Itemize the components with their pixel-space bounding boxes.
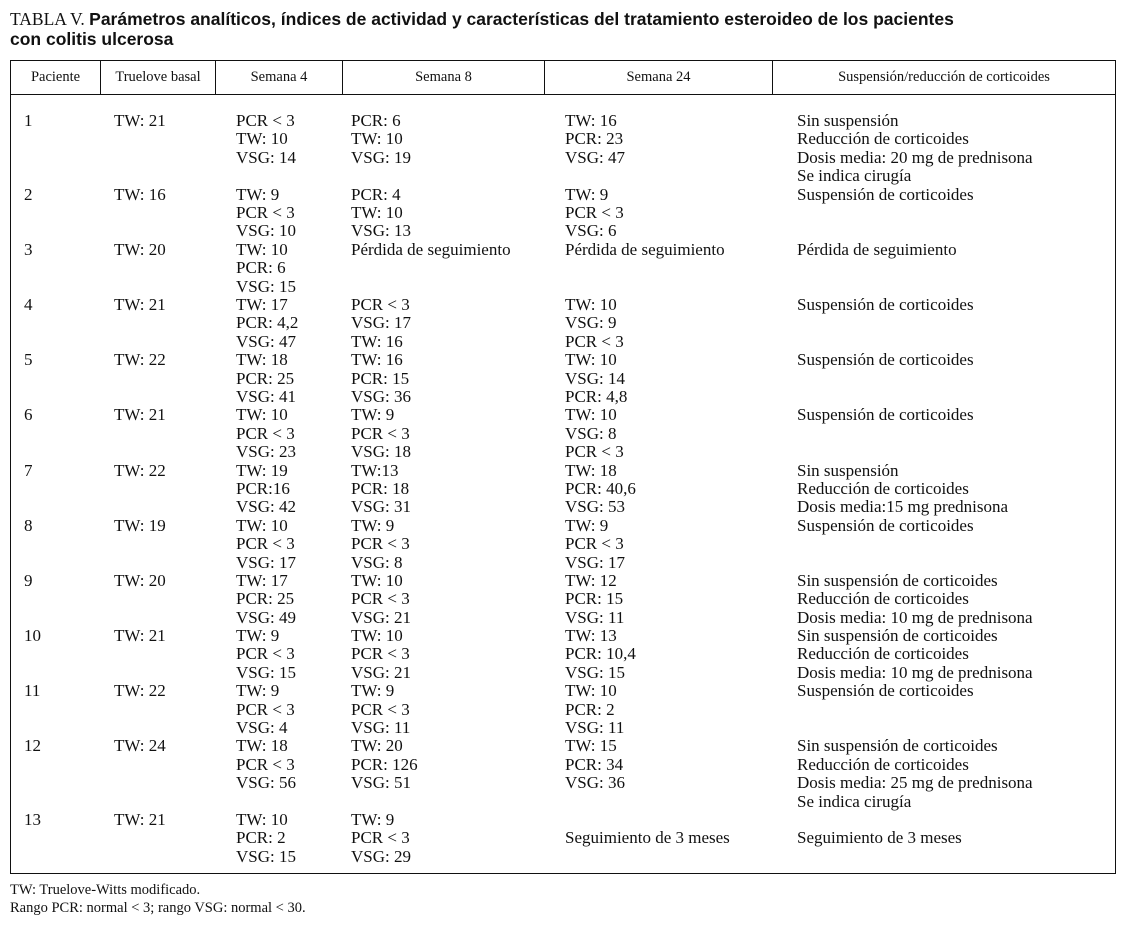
- cell-line: TW: 10: [351, 129, 403, 149]
- cell-line: PCR < 3: [351, 423, 410, 443]
- cell-paciente: [24, 517, 33, 535]
- cell-line: 8: [24, 515, 33, 535]
- table-row: [11, 737, 1115, 811]
- table-caption: [10, 9, 1110, 49]
- cell-line: TW: 10: [351, 626, 403, 646]
- cell-line: VSG: 6: [565, 221, 617, 241]
- cell-paciente: [24, 462, 33, 480]
- table-row: [11, 406, 1115, 461]
- header-suspension: Suspensión/reducción de corticoides: [773, 61, 1115, 95]
- cell-line: TW: 10: [565, 350, 617, 370]
- cell-line: PCR: 4: [351, 184, 401, 204]
- cell-semana-24: [565, 572, 624, 627]
- cell-semana-8: [351, 186, 411, 241]
- cell-line: TW: 22: [114, 350, 166, 370]
- cell-paciente: [24, 351, 33, 369]
- table-row: [11, 682, 1115, 737]
- cell-semana-24: [565, 462, 636, 517]
- cell-semana-4: [236, 296, 298, 351]
- table-row: [11, 296, 1115, 351]
- cell-line: TW: 10: [565, 405, 617, 425]
- table-row: [11, 811, 1115, 866]
- cell-line: VSG: 36: [351, 386, 411, 406]
- cell-line: VSG: 53: [565, 497, 625, 517]
- cell-line: TW: 20: [114, 239, 166, 259]
- cell-line: Se indica cirugía: [797, 166, 912, 186]
- cell-paciente: [24, 241, 33, 259]
- cell-semana-8: [351, 241, 511, 259]
- cell-line: VSG: 23: [236, 442, 296, 462]
- cell-line: TW: 12: [565, 570, 617, 590]
- header-semana-8: Semana 8: [343, 61, 545, 95]
- cell-semana-8: [351, 351, 411, 406]
- cell-line: VSG: 8: [351, 552, 403, 572]
- cell-paciente: [24, 186, 33, 204]
- cell-line: TW: 19: [114, 515, 166, 535]
- cell-semana-4: [236, 811, 296, 866]
- cell-line: 7: [24, 460, 33, 480]
- cell-line: PCR: 18: [351, 478, 410, 498]
- cell-line: VSG: 11: [565, 718, 625, 738]
- cell-line: VSG: 4: [236, 718, 288, 738]
- cell-line: 9: [24, 570, 33, 590]
- cell-paciente: [24, 627, 41, 645]
- cell-line: TW: 9: [565, 515, 609, 535]
- cell-line: PCR: 4,2: [236, 313, 299, 333]
- cell-line: PCR < 3: [236, 202, 295, 222]
- cell-semana-4: [236, 737, 296, 792]
- cell-line: TW: 18: [236, 350, 288, 370]
- cell-semana-24: [565, 241, 725, 259]
- cell-line: TW: 21: [114, 111, 166, 130]
- cell-semana-8: [351, 737, 418, 792]
- cell-line: Seguimiento de 3 meses: [565, 828, 730, 848]
- cell-line: VSG: 14: [565, 368, 625, 388]
- cell-truelove-basal: [114, 351, 166, 369]
- cell-semana-8: [351, 682, 410, 737]
- cell-line: VSG: 17: [236, 552, 296, 572]
- cell-line: Suspensión de corticoides: [797, 350, 974, 370]
- cell-line: PCR < 3: [236, 111, 295, 130]
- cell-semana-4: [236, 112, 296, 167]
- cell-line: PCR: 15: [565, 589, 624, 609]
- cell-line: PCR: 6: [236, 258, 286, 278]
- cell-line: Pérdida de seguimiento: [565, 239, 725, 259]
- cell-line: VSG: 41: [236, 386, 296, 406]
- cell-line: TW: 20: [114, 570, 166, 590]
- cell-line: Seguimiento de 3 meses: [797, 828, 962, 848]
- cell-line: TW: 21: [114, 294, 166, 314]
- cell-line: PCR: 2: [236, 828, 286, 848]
- cell-suspension: [797, 627, 1033, 682]
- cell-semana-4: [236, 462, 296, 517]
- cell-line: Reducción de corticoides: [797, 589, 969, 609]
- table-row: [11, 112, 1115, 186]
- cell-semana-24: [565, 627, 636, 682]
- cell-line: 3: [24, 239, 33, 259]
- cell-semana-4: [236, 186, 296, 241]
- cell-semana-24: [565, 186, 624, 241]
- cell-truelove-basal: [114, 572, 166, 590]
- cell-line: Sin suspensión de corticoides: [797, 570, 998, 590]
- cell-paciente: [24, 737, 41, 755]
- cell-semana-8: [351, 572, 411, 627]
- cell-line: Dosis media: 25 mg de prednisona: [797, 773, 1033, 793]
- cell-semana-24: [565, 351, 627, 406]
- cell-line: PCR: 6: [351, 111, 401, 130]
- caption-label: TABLA V.: [10, 9, 85, 29]
- cell-line: TW: 9: [236, 681, 280, 701]
- cell-line: 2: [24, 184, 33, 204]
- cell-line: VSG: 29: [351, 846, 411, 866]
- cell-line: PCR: 10,4: [565, 644, 636, 664]
- cell-line: Suspensión de corticoides: [797, 184, 974, 204]
- cell-line: VSG: 21: [351, 607, 411, 627]
- cell-semana-8: [351, 627, 411, 682]
- cell-truelove-basal: [114, 811, 166, 829]
- cell-line: PCR: 25: [236, 589, 295, 609]
- cell-line: TW: 22: [114, 460, 166, 480]
- cell-line: TW: 20: [351, 736, 403, 756]
- table-row: [11, 517, 1115, 572]
- cell-suspension: [797, 351, 974, 369]
- cell-line: TW: 13: [565, 626, 617, 646]
- cell-paciente: [24, 682, 40, 700]
- cell-suspension: [797, 462, 1008, 517]
- cell-line: PCR < 3: [565, 534, 624, 554]
- cell-line: Sin suspensión: [797, 460, 899, 480]
- cell-line: PCR < 3: [565, 202, 624, 222]
- cell-line: VSG: 11: [351, 718, 411, 738]
- cell-truelove-basal: [114, 296, 166, 314]
- cell-semana-8: [351, 112, 411, 167]
- cell-line: PCR < 3: [351, 699, 410, 719]
- cell-line: TW: 10: [565, 681, 617, 701]
- cell-line: TW: 9: [351, 515, 395, 535]
- cell-semana-4: [236, 572, 296, 627]
- cell-line: PCR < 3: [236, 534, 295, 554]
- cell-truelove-basal: [114, 186, 166, 204]
- cell-line: TW: 9: [565, 184, 609, 204]
- cell-semana-4: [236, 627, 296, 682]
- cell-line: TW: 10: [565, 294, 617, 314]
- cell-line: VSG: 49: [236, 607, 296, 627]
- cell-line: Sin suspensión de corticoides: [797, 626, 998, 646]
- cell-line: VSG: 9: [565, 313, 617, 333]
- cell-semana-24: [565, 737, 625, 792]
- cell-line: TW: 16: [565, 111, 617, 130]
- cell-line: 11: [24, 681, 41, 701]
- cell-line: 1: [24, 111, 33, 130]
- cell-line: VSG: 15: [236, 276, 296, 296]
- cell-semana-4: [236, 241, 296, 296]
- cell-line: VSG: 47: [565, 147, 625, 167]
- cell-semana-24: [565, 811, 730, 848]
- table-row: [11, 572, 1115, 627]
- cell-line: TW: 16: [114, 184, 166, 204]
- cell-line: TW: 16: [351, 331, 403, 351]
- cell-line: TW:13: [351, 460, 399, 480]
- cell-line: VSG: 13: [351, 221, 411, 241]
- cell-suspension: [797, 517, 974, 535]
- cell-line: VSG: 17: [565, 552, 625, 572]
- cell-line: Reducción de corticoides: [797, 754, 969, 774]
- cell-semana-24: [565, 406, 624, 461]
- cell-paciente: [24, 296, 33, 314]
- cell-line: 12: [24, 736, 41, 756]
- cell-line: PCR: 34: [565, 754, 624, 774]
- cell-line: [797, 811, 962, 829]
- cell-line: Pérdida de seguimiento: [797, 239, 957, 259]
- cell-line: Suspensión de corticoides: [797, 405, 974, 425]
- cell-line: PCR: 2: [565, 699, 615, 719]
- cell-line: Suspensión de corticoides: [797, 681, 974, 701]
- cell-line: 10: [24, 626, 41, 646]
- cell-line: Reducción de corticoides: [797, 644, 969, 664]
- cell-line: VSG: 47: [236, 331, 296, 351]
- cell-line: Sin suspensión de corticoides: [797, 736, 998, 756]
- cell-line: PCR < 3: [565, 442, 624, 462]
- cell-line: Sin suspensión: [797, 111, 899, 130]
- cell-line: PCR < 3: [351, 589, 410, 609]
- cell-line: TW: 10: [236, 810, 288, 830]
- table-row: [11, 462, 1115, 517]
- cell-line: TW: 10: [236, 239, 288, 259]
- cell-line: PCR: 4,8: [565, 386, 628, 406]
- cell-line: TW: 21: [114, 626, 166, 646]
- header-paciente: Paciente: [11, 61, 101, 95]
- cell-line: Suspensión de corticoides: [797, 515, 974, 535]
- cell-line: VSG: 21: [351, 662, 411, 682]
- cell-line: TW: 18: [236, 736, 288, 756]
- cell-line: PCR: 15: [351, 368, 410, 388]
- cell-line: PCR < 3: [351, 828, 410, 848]
- cell-line: VSG: 36: [565, 773, 625, 793]
- cell-line: VSG: 56: [236, 773, 296, 793]
- cell-line: TW: 9: [236, 184, 280, 204]
- footnote-ranges: Rango PCR: normal < 3; rango VSG: normal < 30.: [10, 900, 306, 916]
- cell-line: 5: [24, 350, 33, 370]
- cell-line: TW: 15: [565, 736, 617, 756]
- cell-line: VSG: 19: [351, 147, 411, 167]
- cell-line: PCR < 3: [351, 534, 410, 554]
- cell-line: TW: 10: [236, 515, 288, 535]
- cell-line: TW: 19: [236, 460, 288, 480]
- cell-line: VSG: 11: [565, 607, 625, 627]
- cell-semana-8: [351, 406, 411, 461]
- cell-line: TW: 9: [236, 626, 280, 646]
- cell-line: PCR < 3: [236, 754, 295, 774]
- cell-line: TW: 9: [351, 405, 395, 425]
- header-semana-4: Semana 4: [216, 61, 343, 95]
- cell-line: Se indica cirugía: [797, 791, 912, 811]
- cell-line: Dosis media: 10 mg de prednisona: [797, 662, 1033, 682]
- cell-line: PCR < 3: [236, 644, 295, 664]
- cell-truelove-basal: [114, 627, 166, 645]
- cell-line: TW: 21: [114, 405, 166, 425]
- cell-suspension: [797, 572, 1033, 627]
- cell-line: TW: 17: [236, 570, 288, 590]
- cell-line: PCR: 25: [236, 368, 295, 388]
- cell-truelove-basal: [114, 406, 166, 424]
- cell-line: VSG: 18: [351, 442, 411, 462]
- cell-line: TW: 16: [351, 350, 403, 370]
- cell-line: TW: 10: [236, 129, 288, 149]
- table-row: [11, 241, 1115, 296]
- cell-line: 13: [24, 810, 41, 830]
- cell-line: Suspensión de corticoides: [797, 294, 974, 314]
- cell-truelove-basal: [114, 241, 166, 259]
- cell-line: PCR < 3: [236, 423, 295, 443]
- cell-line: VSG: 17: [351, 313, 411, 333]
- cell-suspension: [797, 112, 1033, 186]
- cell-line: PCR < 3: [351, 644, 410, 664]
- cell-line: PCR: 126: [351, 754, 418, 774]
- cell-line: TW: 18: [565, 460, 617, 480]
- cell-truelove-basal: [114, 462, 166, 480]
- header-truelove-basal: Truelove basal: [101, 61, 216, 95]
- cell-line: VSG: 15: [236, 662, 296, 682]
- cell-line: PCR: 23: [565, 129, 624, 149]
- cell-line: TW: 9: [351, 810, 395, 830]
- cell-suspension: [797, 241, 957, 259]
- cell-line: TW: 17: [236, 294, 288, 314]
- cell-line: TW: 21: [114, 810, 166, 830]
- cell-suspension: [797, 186, 974, 204]
- cell-semana-24: [565, 517, 625, 572]
- cell-paciente: [24, 572, 33, 590]
- cell-line: PCR < 3: [351, 294, 410, 314]
- footnote-tw: TW: Truelove-Witts modificado.: [10, 882, 201, 898]
- caption-line-1: [10, 9, 1110, 29]
- cell-paciente: [24, 811, 41, 829]
- cell-line: VSG: 15: [565, 662, 625, 682]
- table-body: [11, 112, 1115, 866]
- cell-line: VSG: 51: [351, 773, 411, 793]
- cell-semana-8: [351, 462, 411, 517]
- cell-line: TW: 10: [351, 202, 403, 222]
- cell-line: [565, 811, 730, 829]
- cell-line: PCR < 3: [565, 331, 624, 351]
- caption-title: Parámetros analíticos, índices de actividad y características del tratamiento esteroideo de los pacientes: [89, 9, 954, 29]
- cell-line: VSG: 31: [351, 497, 411, 517]
- cell-semana-4: [236, 682, 295, 737]
- cell-semana-4: [236, 351, 296, 406]
- cell-line: TW: 10: [236, 405, 288, 425]
- cell-semana-8: [351, 296, 411, 351]
- cell-line: Dosis media:15 mg prednisona: [797, 497, 1009, 517]
- caption-title-continued: con colitis ulcerosa: [10, 29, 174, 49]
- cell-suspension: [797, 737, 1033, 811]
- cell-line: TW: 22: [114, 681, 166, 701]
- cell-truelove-basal: [114, 682, 166, 700]
- footnotes: [10, 881, 306, 917]
- cell-truelove-basal: [114, 737, 166, 755]
- cell-line: Reducción de corticoides: [797, 478, 969, 498]
- table-row: [11, 351, 1115, 406]
- cell-line: TW: 10: [351, 570, 403, 590]
- cell-line: VSG: 14: [236, 147, 296, 167]
- cell-line: Dosis media: 10 mg de prednisona: [797, 607, 1033, 627]
- cell-suspension: [797, 811, 962, 848]
- cell-line: Dosis media: 20 mg de prednisona: [797, 147, 1033, 167]
- cell-line: PCR: 40,6: [565, 478, 636, 498]
- cell-line: VSG: 10: [236, 221, 296, 241]
- cell-line: 4: [24, 294, 33, 314]
- cell-semana-8: [351, 517, 410, 572]
- cell-semana-4: [236, 517, 296, 572]
- cell-suspension: [797, 682, 974, 700]
- cell-line: 6: [24, 405, 33, 425]
- table-row: [11, 627, 1115, 682]
- cell-truelove-basal: [114, 517, 166, 535]
- header-semana-24: Semana 24: [545, 61, 773, 95]
- cell-suspension: [797, 406, 974, 424]
- data-table: [10, 60, 1116, 874]
- cell-paciente: [24, 406, 33, 424]
- cell-line: PCR < 3: [236, 699, 295, 719]
- cell-line: VSG: 8: [565, 423, 617, 443]
- cell-line: TW: 9: [351, 681, 395, 701]
- cell-line: PCR:16: [236, 478, 290, 498]
- cell-semana-24: [565, 112, 625, 167]
- cell-semana-4: [236, 406, 296, 461]
- table-row: [11, 186, 1115, 241]
- cell-semana-24: [565, 682, 624, 737]
- cell-truelove-basal: [114, 112, 166, 130]
- cell-line: Pérdida de seguimiento: [351, 239, 511, 259]
- cell-semana-24: [565, 296, 624, 351]
- cell-line: TW: 24: [114, 736, 166, 756]
- cell-line: VSG: 42: [236, 497, 296, 517]
- cell-suspension: [797, 296, 974, 314]
- cell-line: Reducción de corticoides: [797, 129, 969, 149]
- cell-semana-8: [351, 811, 411, 866]
- cell-line: VSG: 15: [236, 846, 296, 866]
- cell-paciente: [24, 112, 33, 130]
